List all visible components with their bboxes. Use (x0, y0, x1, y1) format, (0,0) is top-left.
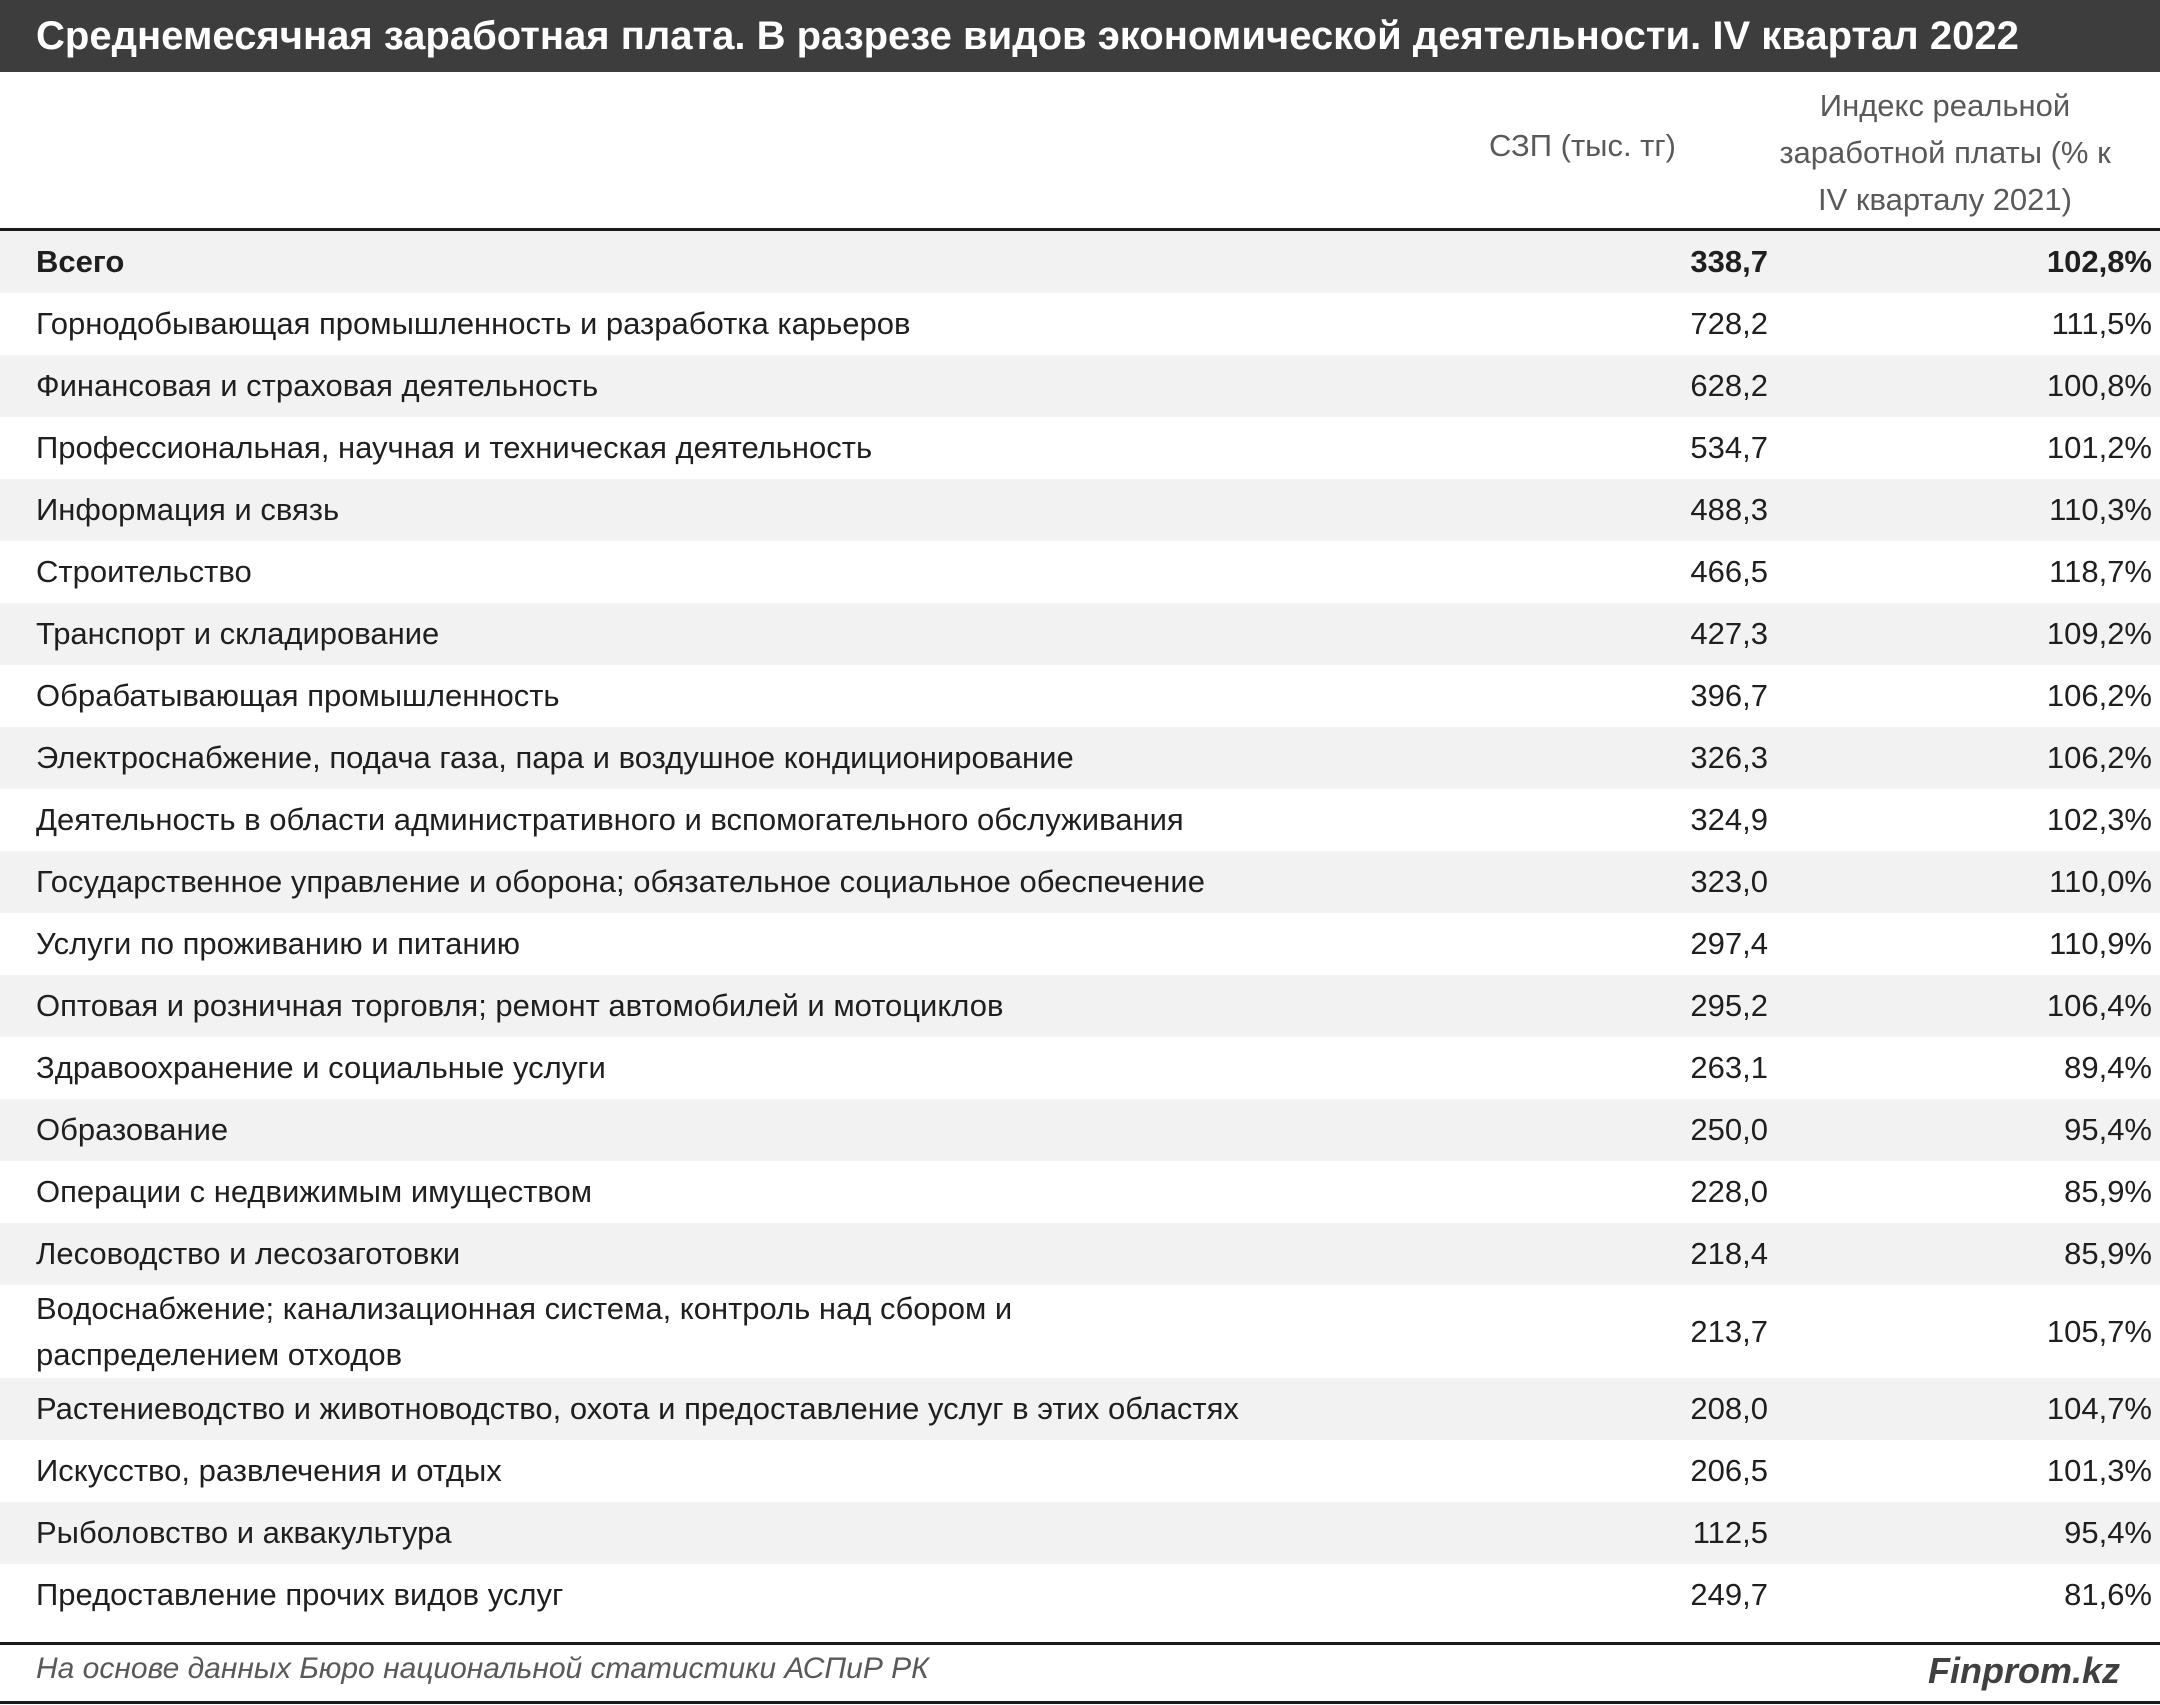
table-row (0, 975, 2160, 1037)
footer-divider (0, 1701, 2160, 1704)
szp-value: 218,4 (1690, 1236, 1768, 1271)
index-value: 101,2% (2046, 430, 2152, 465)
index-value: 111,5% (2051, 306, 2152, 341)
szp-value: 249,7 (1690, 1577, 1768, 1612)
index-value: 110,3% (2049, 492, 2152, 527)
index-value: 95,4% (2064, 1112, 2152, 1147)
szp-value: 628,2 (1690, 368, 1768, 403)
row-label: Рыболовство и аквакультура (36, 1515, 452, 1550)
row-label: Образование (36, 1112, 229, 1147)
row-label: Горнодобывающая промышленность и разработка карьеров (36, 306, 911, 341)
row-label: Предоставление прочих видов услуг (36, 1577, 564, 1612)
table-row (0, 1223, 2160, 1285)
szp-value: 297,4 (1690, 926, 1768, 961)
table-row (0, 1099, 2160, 1161)
row-label: Электроснабжение, подача газа, пара и воздушное кондиционирование (36, 740, 1074, 775)
index-value: 101,3% (2046, 1453, 2152, 1488)
table-row (0, 665, 2160, 727)
szp-value: 338,7 (1690, 244, 1768, 279)
table-row (0, 1037, 2160, 1099)
row-label: Всего (36, 244, 125, 279)
title-bar (0, 0, 2160, 72)
szp-value: 228,0 (1690, 1174, 1768, 1209)
row-label: Искусство, развлечения и отдых (36, 1453, 502, 1488)
row-label: Растениеводство и животноводство, охота и предоставление услуг в этих областях (36, 1391, 1239, 1426)
table-header (0, 72, 2160, 228)
index-value: 105,7% (2046, 1313, 2152, 1349)
table-row (0, 913, 2160, 975)
column-header-index-line: IV кварталу 2021) (1818, 182, 2072, 217)
table-row (0, 1285, 2160, 1378)
szp-value: 112,5 (1692, 1515, 1768, 1550)
row-label: Государственное управление и оборона; обязательное социальное обеспечение (36, 864, 1205, 899)
index-value: 106,2% (2046, 740, 2152, 775)
index-value: 95,4% (2064, 1515, 2152, 1550)
index-value: 102,3% (2046, 802, 2152, 837)
row-label: Финансовая и страховая деятельность (36, 368, 599, 403)
index-value: 110,0% (2049, 864, 2152, 899)
szp-value: 466,5 (1690, 554, 1768, 589)
column-header-index-line: Индекс реальной (1819, 88, 2071, 123)
table-row-total (0, 231, 2160, 293)
szp-value: 534,7 (1690, 430, 1768, 465)
table-row (0, 1502, 2160, 1564)
row-label: Информация и связь (36, 492, 340, 527)
row-label: Деятельность в области административного и вспомогательного обслуживания (36, 802, 1184, 837)
row-label: Услуги по проживанию и питанию (36, 926, 521, 961)
szp-value: 396,7 (1690, 678, 1768, 713)
row-label: Транспорт и складирование (36, 616, 440, 651)
szp-value: 323,0 (1690, 864, 1768, 899)
szp-value: 295,2 (1690, 988, 1768, 1023)
index-value: 89,4% (2064, 1050, 2152, 1085)
table-body (0, 231, 2160, 1626)
page-title: Среднемесячная заработная плата. В разрезе видов экономической деятельности. IV квартал 2022 (36, 14, 2019, 58)
table-row (0, 541, 2160, 603)
row-label: Операции с недвижимым имуществом (36, 1174, 593, 1209)
szp-value: 208,0 (1690, 1391, 1768, 1426)
index-value: 106,4% (2046, 988, 2152, 1023)
column-header-szp: СЗП (тыс. тг) (1488, 128, 1676, 163)
table-row (0, 293, 2160, 355)
row-label: Водоснабжение; канализационная система, контроль над сбором и распределением отходов (36, 1290, 1013, 1372)
row-label: Строительство (36, 554, 252, 589)
szp-value: 326,3 (1690, 740, 1768, 775)
source-note: На основе данных Бюро национальной статистики АСПиР РК (36, 1652, 929, 1685)
szp-value: 250,0 (1690, 1112, 1768, 1147)
column-header-index (1740, 82, 2150, 223)
table-row (0, 789, 2160, 851)
table-row (0, 1564, 2160, 1626)
szp-value: 213,7 (1690, 1313, 1768, 1349)
szp-value: 324,9 (1690, 802, 1768, 837)
index-value: 102,8% (2046, 244, 2152, 279)
table-row (0, 417, 2160, 479)
brand-logo: Finprom.kz (1927, 1650, 2120, 1691)
szp-value: 206,5 (1690, 1453, 1768, 1488)
index-value: 109,2% (2046, 616, 2152, 651)
index-value: 118,7% (2049, 554, 2152, 589)
szp-value: 263,1 (1690, 1050, 1768, 1085)
szp-value: 728,2 (1690, 306, 1768, 341)
table-row (0, 479, 2160, 541)
table-row (0, 355, 2160, 417)
index-value: 110,9% (2049, 926, 2152, 961)
index-value: 106,2% (2046, 678, 2152, 713)
column-header-index-line: заработной платы (% к (1779, 135, 2111, 170)
row-label: Здравоохранение и социальные услуги (36, 1050, 606, 1085)
table-row (0, 1440, 2160, 1502)
row-label: Обрабатывающая промышленность (36, 678, 560, 713)
table-row (0, 1161, 2160, 1223)
row-label: Профессиональная, научная и техническая деятельность (36, 430, 873, 465)
index-value: 81,6% (2064, 1577, 2152, 1612)
table-row (0, 851, 2160, 913)
table-row (0, 603, 2160, 665)
index-value: 100,8% (2046, 368, 2152, 403)
index-value: 85,9% (2064, 1174, 2152, 1209)
szp-value: 488,3 (1690, 492, 1768, 527)
index-value: 85,9% (2064, 1236, 2152, 1271)
szp-value: 427,3 (1690, 616, 1768, 651)
table-bottom-divider (0, 1642, 2160, 1645)
row-label: Лесоводство и лесозаготовки (36, 1236, 461, 1271)
row-label: Оптовая и розничная торговля; ремонт автомобилей и мотоциклов (36, 988, 1004, 1023)
index-value: 104,7% (2046, 1391, 2152, 1426)
table-row (0, 727, 2160, 789)
table-row (0, 1378, 2160, 1440)
